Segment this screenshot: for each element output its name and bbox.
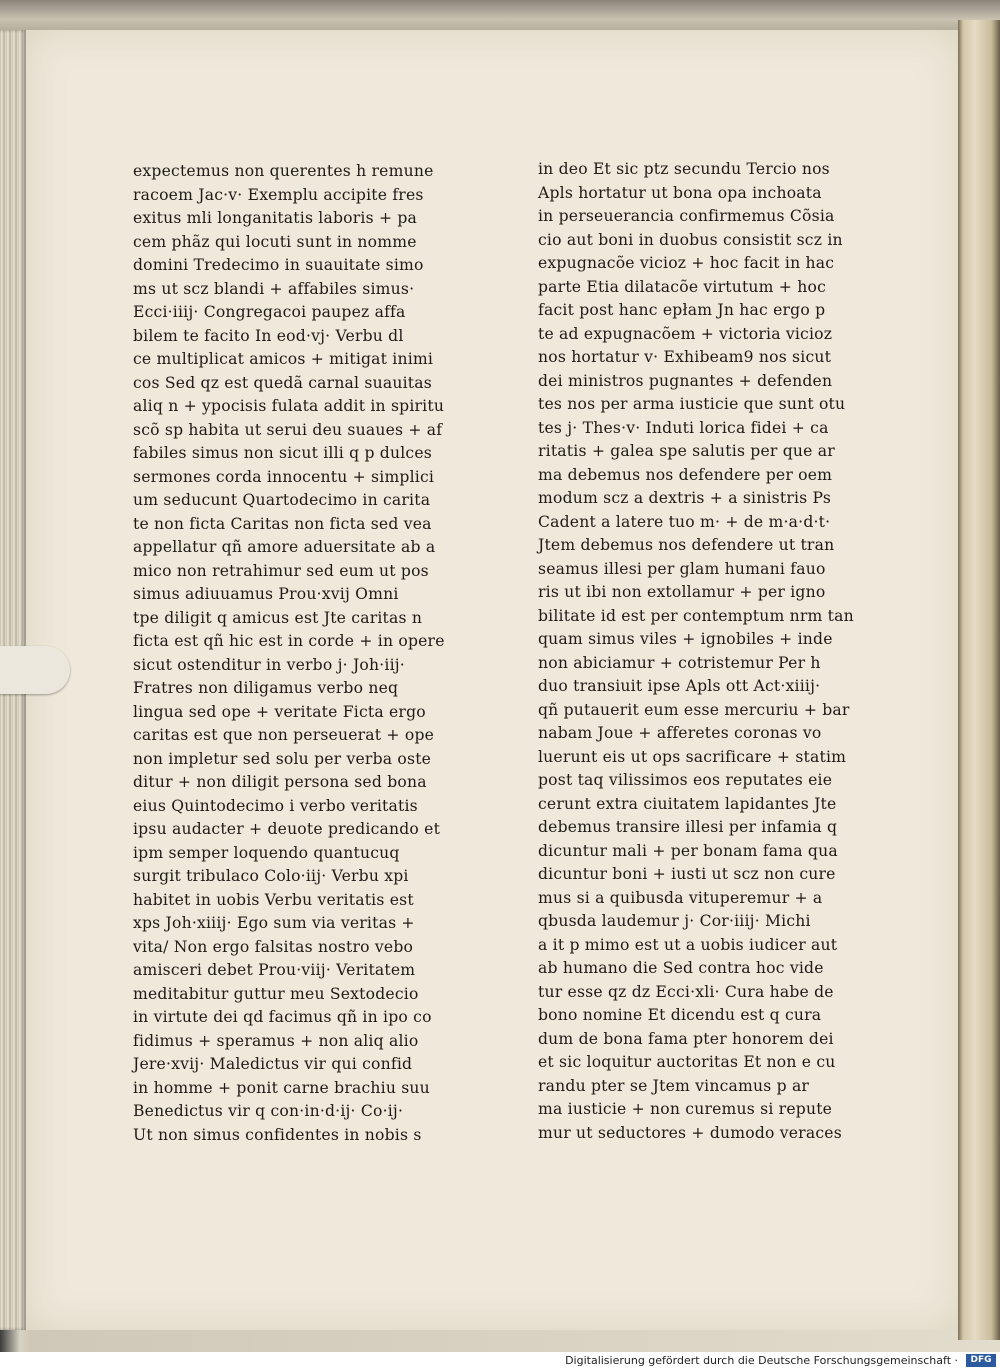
footer-bar [0,1352,1000,1370]
text-line: racoem Jac·v· Exemplu accipite fres [133,185,424,204]
text-line: simus adiuuamus Prou·xvij Omni [133,585,399,603]
text-line: te non ficta Caritas non ficta sed vea [133,514,432,533]
text-line: bilitate id est per contemptum nrm tan [538,606,854,625]
text-column-right [538,158,868,1145]
text-line: Cadent a latere tuo m· + de m·a·d·t· [538,512,831,531]
text-line: scõ sp habita ut serui deu suaues + af [133,420,443,439]
text-line: dicuntur mali + per bonam fama qua [538,841,838,860]
text-line: ma debemus nos defendere per oem [538,465,833,484]
text-line: in homme + ponit carne brachiu suu [133,1078,430,1097]
text-line: sicut ostenditur in verbo j· Joh·iij· [133,655,405,674]
text-line: dicuntur boni + iusti ut scz non cure [538,865,836,883]
text-line: ditur + non diligit persona sed bona [133,773,427,791]
text-line: qñ putauerit eum esse mercuriu + bar [538,700,850,719]
text-line: Fratres non diligamus verbo neq [133,679,399,697]
text-line: exitus mli longanitatis laboris + pa [133,209,418,227]
text-line: Ecci·iiij· Congregacoi paupez affa [133,303,406,321]
text-line: seamus illesi per glam humani fauo [538,559,826,578]
text-line: Ut non simus confidentes in nobis s [133,1125,422,1144]
text-line: vita/ Non ergo falsitas nostro vebo [133,937,414,956]
text-line: fabiles simus non sicut illi q p dulces [133,444,432,462]
text-line: Jere·xvij· Maledictus vir qui confid [133,1055,413,1073]
text-line: dum de bona fama pter honorem dei [538,1029,834,1048]
text-line: mus si a quibusda vituperemur + a [538,888,823,907]
text-line: cerunt extra ciuitatem lapidantes Jte [538,794,837,813]
dfg-logo: DFG [966,1354,996,1367]
bookmark-tab [0,646,70,694]
text-line: xps Joh·xiiij· Ego sum via veritas + [133,914,415,932]
text-line: modum scz a dextris + a sinistris Ps [538,489,832,507]
text-line: luerunt eis ut ops sacrificare + statim [538,747,847,766]
text-line: caritas est que non perseuerat + ope [133,726,435,744]
text-line: eius Quintodecimo i verbo veritatis [133,796,418,815]
text-line: te ad expugnacõem + victoria vicioz [538,324,833,343]
text-line: ipm semper loquendo quantucuq [133,843,400,862]
funding-credit: Digitalisierung gefördert durch die Deutsche Forschungsgemeinschaft · [565,1354,958,1367]
text-line: sermones corda innocentu + simplici [133,467,435,486]
text-line: tpe diligit q amicus est Jte caritas n [133,608,423,627]
text-line: quam simus viles + ignobiles + inde [538,630,833,648]
text-line: cos Sed qz est quedã carnal suauitas [133,373,432,392]
text-line: Jtem debemus nos defendere ut tran [538,536,835,554]
text-line: in virtute dei qd facimus qñ in ipo co [133,1008,432,1026]
text-line: cem phãz qui locuti sunt in nomme [133,232,417,251]
text-line: tur esse qz dz Ecci·xli· Cura habe de [538,982,834,1001]
text-line: Benedictus vir q con·in·d·ij· Co·ij· [133,1102,404,1120]
text-line: ab humano die Sed contra hoc vide [538,959,824,977]
text-line: ms ut scz blandi + affabiles simus· [133,279,415,298]
text-column-left [133,160,463,1147]
text-line: in deo Et sic ptz secundu Tercio nos [538,160,830,178]
text-line: bono nomine Et dicendu est q cura [538,1006,822,1024]
text-line: nabam Joue + afferetes coronas vo [538,724,822,742]
text-line: qbusda laudemur j· Cor·iiij· Michi [538,912,811,930]
text-line: mur ut seductores + dumodo veraces [538,1123,842,1142]
book-top-edge [0,0,1000,32]
text-line: expugnacõe vicioz + hoc facit in hac [538,254,835,272]
text-line: in perseuerancia confirmemus Cõsia [538,207,835,225]
text-line: cio aut boni in duobus consistit scz in [538,230,843,249]
text-line: aliq n + ypocisis fulata addit in spiritu [133,397,445,415]
text-line: habitet in uobis Verbu veritatis est [133,890,414,909]
text-line: expectemus non querentes h remune [133,162,434,180]
text-line: domini Tredecimo in suauitate simo [133,256,424,274]
text-line: Apls hortatur ut bona opa inchoata [538,183,822,202]
text-line: non abiciamur + cotristemur Per h [538,653,821,672]
text-line: non impletur sed solu per verba oste [133,749,432,768]
text-line: bilem te facito In eod·vj· Verbu dl [133,326,404,345]
text-line: ce multiplicat amicos + mitigat inimi [133,350,434,368]
text-line: ficta est qñ hic est in corde + in opere [133,632,445,650]
text-line: um seducunt Quartodecimo in carita [133,491,431,509]
text-line: dei ministros pugnantes + defenden [538,371,833,390]
text-line: ipsu audacter + deuote predicando et [133,820,441,838]
text-line: fidimus + speramus + non aliq alio [133,1031,419,1050]
text-line: et sic loquitur auctoritas Et non e cu [538,1053,836,1071]
book-gutter-edge [958,20,1000,1340]
text-line: nos hortatur v· Exhibeam9 nos sicut [538,348,832,366]
text-line: ris ut ibi non extollamur + per igno [538,583,826,601]
text-line: randu pter se Jtem vincamus p ar [538,1076,810,1095]
text-line: amisceri debet Prou·viij· Veritatem [133,961,416,979]
text-line: ma iusticie + non curemus si repute [538,1100,833,1118]
text-line: appellatur qñ amore aduersitate ab a [133,538,436,556]
text-line: meditabitur guttur meu Sextodecio [133,984,419,1003]
text-line: a it p mimo est ut a uobis iudicer aut [538,935,838,954]
text-line: facit post hanc epłam Jn hac ergo p [538,301,826,319]
text-line: parte Etia dilatacõe virtutum + hoc [538,277,826,296]
text-line: mico non retrahimur sed eum ut pos [133,561,429,580]
text-line: post taq vilissimos eos reputates eie [538,771,833,789]
text-line: tes nos per arma iusticie que sunt otu [538,395,846,413]
text-line: ritatis + galea spe salutis per que ar [538,442,835,460]
text-line: lingua sed ope + veritate Ficta ergo [133,702,426,721]
text-line: tes j· Thes·v· Induti lorica fidei + ca [538,418,829,437]
text-line: duo transiuit ipse Apls ott Act·xiiij· [538,677,821,695]
text-line: surgit tribulaco Colo·iij· Verbu xpi [133,867,409,885]
text-line: debemus transire illesi per infamia q [538,818,838,836]
